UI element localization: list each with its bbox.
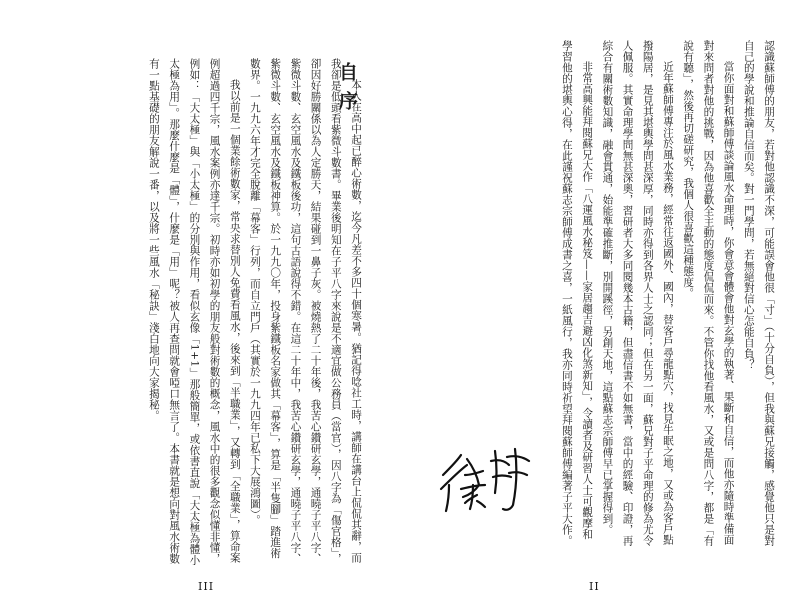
page-number-left: III <box>198 580 215 593</box>
section-title: 自序 <box>336 62 358 120</box>
right-page <box>397 0 793 615</box>
right-paragraph: 非常高興能拜閱蘇兄大作「八運風水秘笈——家居趨吉避凶化煞新知」，令讀者及研習人士可觀摩和學習他的堪輿心得，在此謹祝蘇志宗師傅成書之喜，一紙風行，我亦同時祈望拜閱蘇師傅編著子平大作。 <box>560 40 594 546</box>
right-paragraph: 當你面對和蘇師傅談論風水命理時，你會意會體會他對玄學的執著、果斷和自信，而他亦隨時準備面對來問者對他的挑戰，因為他喜歡全主動的態度侃侃而來。不管你找他看風水，又或是問八字，都是「有說有聽」，然後再切磋研究，我個人很喜歡這種態度。 <box>682 40 735 546</box>
handwritten-signature <box>437 445 533 515</box>
page-number-right: II <box>589 580 600 593</box>
right-paragraph: 近年蘇師傅專注於風水業務，經常往返國外、國內，替客戶尋龍點穴，找見牛眠之地，又或為客戶點撥陽居，是見其堪輿學問甚深厚，同時亦得到各界人士之認同；但在另一面，蘇兄對子平命理的修為尤令人佩服。其實命理學問無甚深奧，習研者大多同閱幾本古籍，但盡信書不如無書，當中的經驗、印證，再綜合有關術數知識，融會貫通，始能準確推斷，別開蹊徑，另創天地，這點蘇志宗師傅早已掌握得到。 <box>601 40 674 546</box>
right-paragraph: 認識蘇師傅的朋友，若對他認識不深，可能誤會他很「寸」（十分自負），但我與蘇兄接觸，感覺他只是對自己的學說和推論自信而矣。對一門學問，若無絕對信心怎能自負？ <box>742 40 775 547</box>
left-page <box>0 0 396 615</box>
left-paragraph: 我以前是一個業餘術數家，常央求替別人免費看風水，後來到「半職業」，又轉到「全職業」，算命案例超過四千宗，風水案例亦達千宗。初時亦如初學的朋友般對術數的概念，風水中的很多觀念似懂非懂，例如：「大太極」與「小太極」的分別與作用，看似玄像「1+1」那般簡單，或依書直說「大太極為體小太極為用」。那麼什麼是「體」，什麼是「用」呢？被人再查問就會啞口無言了。本書就是想向對風水術數有一點基礎的朋友解說一番，以及將一些風水「秘訣」淺白地向大家揭秘。 <box>147 58 241 566</box>
left-paragraph: 本人在高中起已醉心術數，迄今凡差不多四十個寒暑。猶記得唸社工時，講師在講台上侃侃其辭，而我卻是低頭看紫微斗數書。畢業後明知在子平八字來說是不適宜做公務員（當官），因八字為「傷官格」，卻因好勝關係以為人定勝天，結果碰到一鼻子灰。被燒熱了二十年後，我苦心鑽研玄學，通曉子平八字、紫微斗數、玄空風水及鐵板後功，這句古語說得不錯。在這二十年中，我苦心鑽研玄學，通曉子平八字、紫微斗數、玄空風水及鐵板神算。於一九九〇年，投身紫鐵板名家做其「幕客」，算是「半隻腳」踏進術數界。一九九六年才完全脫離「幕客」行列，而自立門戶（其實於一九九四年已私下大展鴻圖）。 <box>248 58 362 565</box>
left-page-text <box>66 58 366 566</box>
